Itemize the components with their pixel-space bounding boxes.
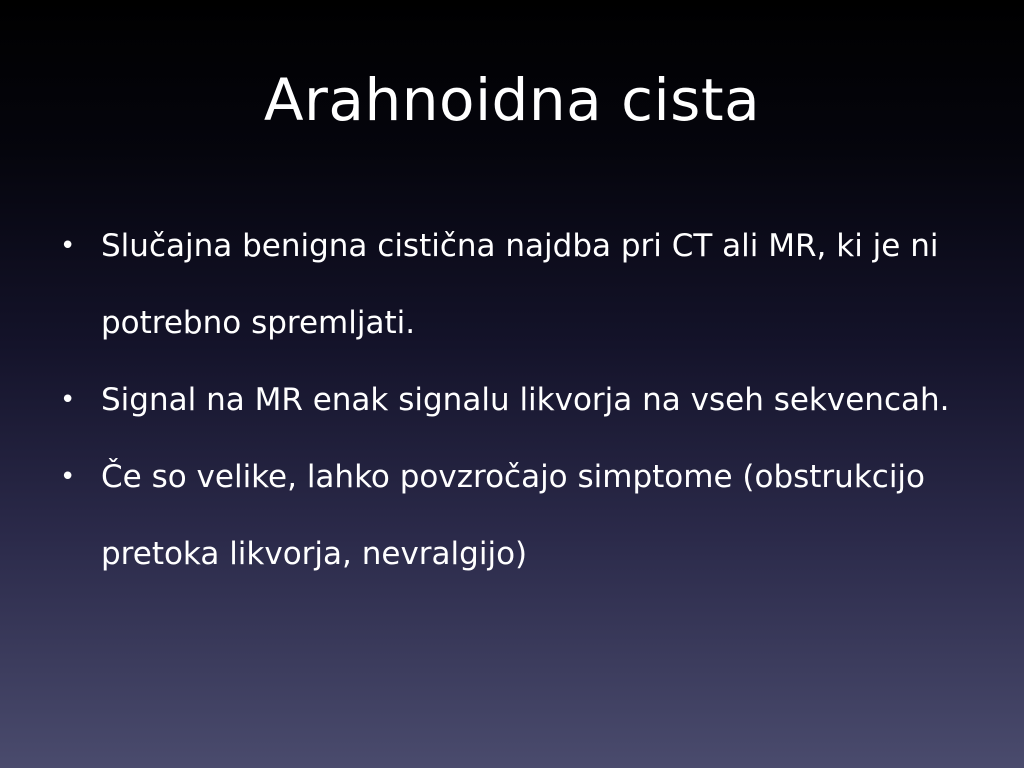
bullet-marker: • [60,385,76,415]
bullet-list [60,208,960,593]
bullet-text: Signal na MR enak signalu likvorja na vseh sekvencah. [101,382,950,418]
bullet-item [60,439,960,593]
bullet-text: Slučajna benigna cistična najdba pri CT ali MR, ki je ni potrebno spremljati. [101,228,939,341]
bullet-marker: • [60,231,76,261]
bullet-text: Če so velike, lahko povzročajo simptome (obstrukcijo pretoka likvorja, nevralgijo) [101,459,926,572]
slide-title: Arahnoidna cista [263,66,761,134]
bullet-item [60,208,960,362]
bullet-marker: • [60,462,76,492]
bullet-item [60,362,960,439]
